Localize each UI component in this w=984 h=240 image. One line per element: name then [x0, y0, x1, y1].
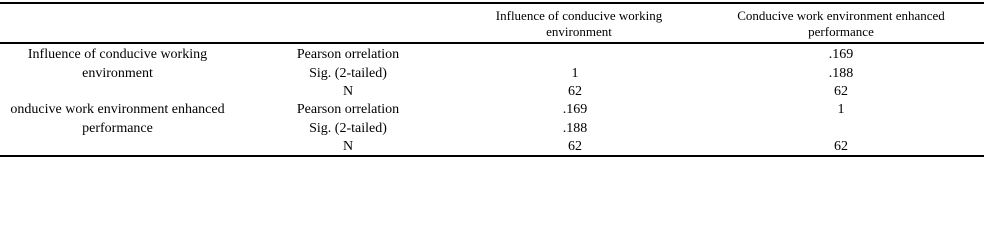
- row1-stat2-v1: 1: [571, 66, 579, 81]
- header-col3: [440, 8, 718, 40]
- header-col4-line1: Conducive work environment enhanced: [737, 8, 945, 23]
- row2-stat1-name: Pearson orrelation: [296, 102, 400, 117]
- row2-stat1-v1: .169: [562, 102, 588, 117]
- row2-stat3-v1: 62: [568, 139, 582, 154]
- top-rule: [0, 2, 984, 4]
- row2-label: [0, 102, 235, 140]
- row1-label-line2: environment: [82, 66, 153, 81]
- row2-stat2-name: Sig. (2-tailed): [309, 121, 387, 136]
- row2-stat2-v1: .188: [562, 121, 588, 136]
- row1-stat3-v1: 62: [568, 84, 582, 99]
- row1-label: [0, 47, 235, 85]
- header-rule: [0, 42, 984, 44]
- header-col4: [700, 8, 982, 40]
- bottom-rule: [0, 155, 984, 157]
- row2-label-line1: onducive work environment enhanced: [10, 102, 225, 117]
- row1-stat2-name: Sig. (2-tailed): [309, 66, 387, 81]
- row2-stat3-name: N: [342, 139, 354, 154]
- row1-label-line1: Influence of conducive working: [27, 47, 208, 62]
- row2-label-line2: performance: [82, 121, 153, 136]
- row1-stat1-v2: .169: [828, 47, 854, 62]
- row1-stat1-name: Pearson orrelation: [296, 47, 400, 62]
- row2-stat3-v2: 62: [834, 139, 848, 154]
- row1-stat2-v2: .188: [828, 66, 854, 81]
- row2-stat1-v2: 1: [837, 102, 845, 117]
- header-col3-line2: environment: [546, 24, 612, 39]
- row1-stat3-name: N: [342, 84, 354, 99]
- row1-stat3-v2: 62: [834, 84, 848, 99]
- header-col3-line1: Influence of conducive working: [495, 8, 663, 23]
- header-col4-line2: performance: [808, 24, 874, 39]
